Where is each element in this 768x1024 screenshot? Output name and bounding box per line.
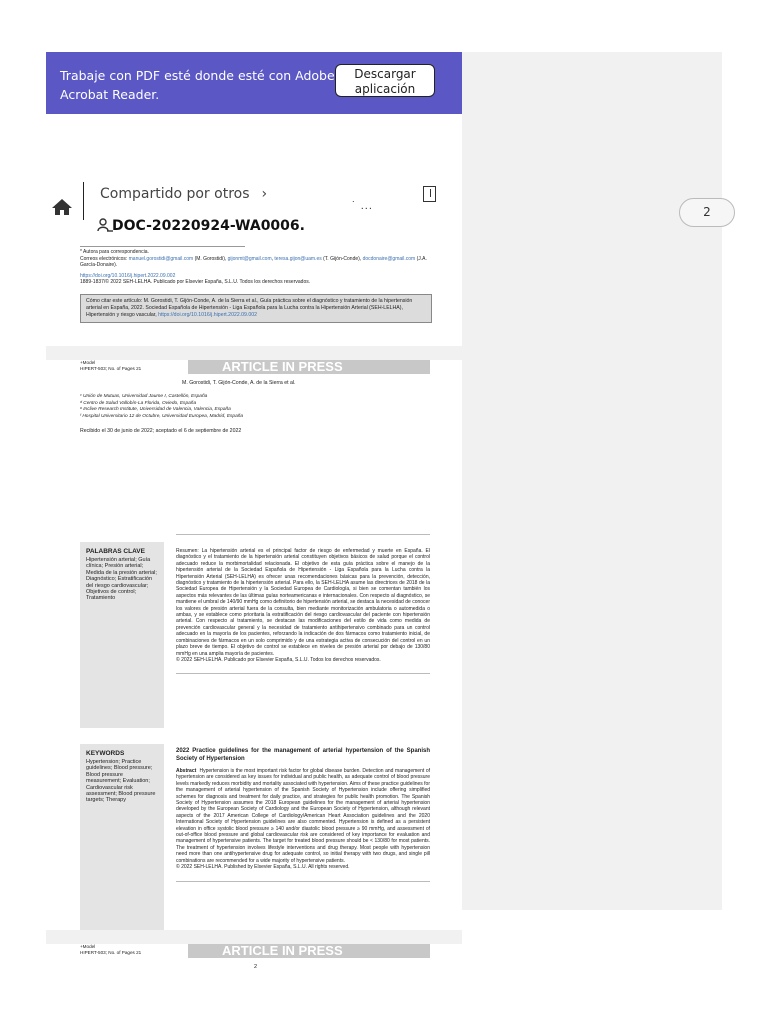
keywords-en-box	[80, 744, 164, 936]
abstract-block	[176, 748, 430, 882]
page-separator	[46, 930, 462, 944]
citation-box	[80, 294, 432, 323]
abstract-text: Hypertension is the most important risk factor for global disease burden. Detection and management of hypertension are considered as key issues for individual and public health, as adequate control of blood pressure levels markedly reduces morbidity and mortality associated with hypertension. Aims of these practice guidelines for the management of arterial hypertension of the Spanish Society of Hypertension include offering simplified schemes for diagnosis and treatment for daily practice, and strategies for public health promotion. The Spanish Society of Hypertension assumes the 2018 European guidelines for the management of arterial hypertension developed by the European Society of Cardiology and the European Society of Hypertension, although relevant aspects of the 2017 American College of Cardiology/American Heart Association guidelines and the 2020 International Society of Hypertension guidelines are also commented. Hypertension is defined as a persistent elevation in office systolic blood pressure ≥ 140 and/or diastolic blood pressure ≥ 90 mmHg, and assessment of out-of-office blood pressure and global cardiovascular risk are considered of key importance for evaluation and management of hypertensive patients. The target for treated blood pressure should be < 130/80 for most patients. The treatment of hypertension involves lifestyle interventions and drug therapy. Most people with hypertension need more than one antihypertensive drug for adequate control, so initial therapy with two drugs, and single pill combinations are recommended for a wide majority of hypertensive patients.	[176, 768, 431, 864]
right-panel	[462, 52, 722, 910]
model-label: +Model	[80, 944, 96, 949]
shared-by-others-link[interactable]	[100, 186, 267, 202]
pages-label: HIPERT-503; No. of Pages 21	[80, 365, 142, 371]
email-link[interactable]: docdonaire@gmail.com	[362, 255, 416, 262]
page-header-meta	[80, 944, 141, 955]
doi-link[interactable]: https://doi.org/10.1016/j.hipert.2022.09.002	[80, 272, 176, 279]
document-viewer[interactable]	[46, 114, 462, 970]
pdf-page-1-bottom	[80, 246, 432, 323]
received-date: Recibido el 30 de junio de 2022; aceptado el 6 de septiembre de 2022	[80, 428, 242, 434]
resumen-copyright: © 2022 SEH-LELHA. Publicado por Elsevier España, S.L.U. Todos los derechos reservados.	[176, 656, 381, 663]
page-separator	[46, 346, 462, 360]
citation-text: Cómo citar este artículo: M. Gorostidi, T. Gijón-Conde, A. de la Sierra et al., Guía práctica sobre el diagnóstico y tratamiento de la hipertensión arterial en España, 2022. Sociedad Española de Hipertensión - Liga Española para la Lucha contra la Hipertensión Arterial (SEH-LELHA), Hipertensión y riesgo vascular,	[86, 297, 413, 318]
english-title: 2022 Practice guidelines for the management of arterial hypertension of the Spanish Society of Hypertension	[176, 748, 430, 762]
page-header	[80, 360, 440, 374]
correspondence-note: * Autora para correspondencia.	[80, 249, 149, 255]
emails-label: Correos electrónicos:	[80, 255, 128, 262]
running-authors: M. Gorostidi, T. Gijón-Conde, A. de la Sierra et al.	[182, 380, 296, 386]
affiliations	[80, 394, 440, 420]
download-app-button[interactable]	[335, 64, 435, 97]
home-icon[interactable]	[51, 198, 73, 216]
email-link[interactable]: gijonmt@gmail.com	[227, 255, 272, 262]
page-number: 2	[254, 964, 258, 970]
affiliation: ᵈ Centro de Salud Vallobín-La Florida, Oviedo, España	[80, 400, 197, 406]
affiliation: ᶜ Unión de Mutuas, Universidad Jaume I, Castellón, España	[80, 394, 208, 399]
promo-text: Trabaje con PDF esté donde esté con Adobe Acrobat Reader.	[60, 68, 335, 102]
email-owner: (J.A. García-Donaire).	[80, 255, 427, 268]
affiliation: ᶠ Hospital Universitario 12 de Octubre, Universidad Europea, Madrid, España	[80, 413, 244, 419]
chevron-right-icon: ›	[261, 186, 268, 202]
acrobat-app	[46, 52, 722, 970]
document-title: DOC-20220924-WA0006.	[112, 218, 305, 234]
keywords-es-box	[80, 542, 164, 728]
email-line: Correos electrónicos: manuel.gorostidi@gmail.com (M. Gorostidi), gijonmt@gmail.com, teresa.gijon@uam.es (T. Gijón-Conde), docdonaire@gmail.com (J.A. García-Donaire).	[80, 255, 427, 268]
section-rule	[176, 673, 430, 674]
citation-doi-link[interactable]: https://doi.org/10.1016/j.hipert.2022.09.002	[158, 311, 258, 318]
model-label: +Model	[80, 360, 96, 365]
section-rule	[176, 534, 430, 535]
email-link[interactable]: manuel.gorostidi@gmail.com	[128, 255, 194, 262]
more-options-icon[interactable]: ˙ ...	[352, 200, 373, 212]
keywords-en-list: Hypertension; Practice guidelines; Blood pressure; Blood pressure measurement; Evaluation; Cardiovascular risk assessment; Blood pressure targets; Therapy	[86, 759, 156, 804]
pdf-page-3	[80, 944, 440, 958]
email-owner: (T. Gijón-Conde),	[323, 255, 362, 262]
page-header	[80, 944, 440, 958]
keywords-es-list: Hipertensión arterial; Guía clínica; Presión arterial; Medida de la presión arterial; Diagnóstico; Estratificación del riesgo cardiovascular; Objetivos de control; Tratamiento	[86, 557, 157, 602]
resumen-block	[176, 534, 430, 674]
pages-label: HIPERT-503; No. of Pages 21	[80, 949, 142, 955]
email-link[interactable]: teresa.gijon@uam.es	[274, 255, 322, 262]
article-in-press-banner: ARTICLE IN PRESS	[188, 944, 430, 958]
promo-banner	[46, 52, 462, 114]
side-panel-icon[interactable]	[423, 186, 436, 202]
page-indicator[interactable]: 2	[679, 198, 735, 227]
shared-label: Compartido por otros	[100, 186, 250, 202]
footnote-rule	[80, 246, 245, 247]
download-label-line1: Descargar	[354, 67, 416, 81]
keywords-es-title: PALABRAS CLAVE	[86, 548, 145, 555]
resumen-text: Resumen: La hipertensión arterial es el principal factor de riesgo de enfermedad y muerte en España. El diagnóstico y el tratamiento de la hipertensión arterial constituyen objetivos básicos de salud porque el control adecuado reduce la morbimortalidad relacionada. El objetivo de esta guía práctica sobre el manejo de la hipertensión arterial de la Sociedad Española de Hipertensión - Liga Española para la Lucha contra la Hipertensión Arterial (SEH-LELHA) es ofrecer unas recomendaciones básicas para la prevención, detección, diagnóstico y tratamiento de la hipertensión arterial. Para ello, la SEH-LELHA asume las directrices de 2018 de la Sociedad Europea de Hipertensión y la Sociedad Europea de Cardiología, si bien se comentan también los aspectos más relevantes de las últimas guías norteamericanas e internacionales. Con respecto al diagnóstico, se mantiene el umbral de 140/90 mmHg como definitorio de hipertensión arterial, se destaca la necesidad de conocer los valores de presión arterial fuera de la consulta, bien mediante monitorización ambulatoria o automedida o ambas, y se establece como prioritaria la estratificación del riesgo cardiovascular del paciente con hipertensión arterial. Con respecto al tratamiento, se destacan las modificaciones del estilo de vida como medida de prevención cardiovascular general y la necesidad de tratamiento antihipertensivo combinado para un control adecuado en la mayoría de los pacientes, reforzando la indicación de dos fármacos como tratamiento inicial, de combinaciones de fármacos en un solo comprimido y de una estrategia activa de consecución del control en un plazo breve de tiempo. El objetivo de control se establece en niveles de presión arterial por debajo de 130/80 mmHg en una amplia mayoría de pacientes.	[176, 548, 430, 657]
affiliation: ᵉ Inclive Research Institute, Universidad de Valencia, Valencia, España	[80, 407, 231, 412]
section-rule	[176, 881, 430, 882]
abstract-paragraph	[176, 768, 430, 864]
email-owner: (M. Gorostidi),	[194, 255, 227, 262]
issn-line: 1889-1837/© 2022 SEH-LELHA. Publicado por Elsevier España, S.L.U. Todos los derechos reservados.	[80, 279, 311, 285]
download-label-line2: aplicación	[354, 82, 416, 96]
pdf-page-2	[80, 359, 440, 970]
page-header-meta	[80, 360, 141, 371]
abstract-label: Abstract	[176, 768, 197, 774]
keywords-en-title: KEYWORDS	[86, 750, 125, 757]
toolbar-divider	[83, 182, 84, 220]
abstract-copyright: © 2022 SEH-LELHA. Published by Elsevier España, S.L.U. All rights reserved.	[176, 864, 350, 871]
article-in-press-banner: ARTICLE IN PRESS	[188, 360, 430, 374]
